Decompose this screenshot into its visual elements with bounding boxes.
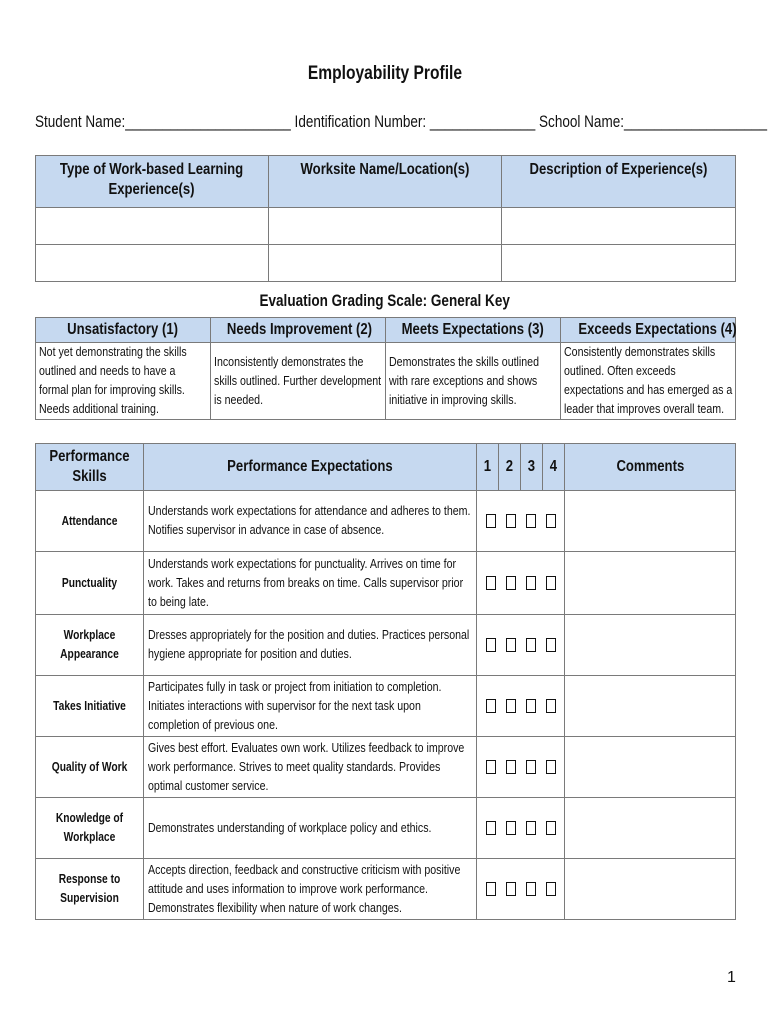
expectation-response-to-supervision: Accepts direction, feedback and constructive criticism with positive attitude and uses information to improve work performance. Demonstrates flexibility when nature of work changes. — [144, 859, 477, 920]
table-row — [36, 859, 736, 920]
worksite-cell[interactable] — [269, 208, 502, 245]
header-worksite: Worksite Name/Location(s) — [269, 156, 502, 208]
rating-checkboxes — [477, 676, 565, 737]
rating-3-checkbox[interactable] — [526, 576, 536, 590]
header-rating-2: 2 — [499, 444, 521, 491]
rating-checkboxes — [477, 859, 565, 920]
rating-4-checkbox[interactable] — [546, 514, 556, 528]
page-number: 1 — [727, 969, 736, 986]
rating-checkboxes — [477, 552, 565, 615]
header-type-of-experience: Type of Work-based Learning Experience(s) — [36, 156, 269, 208]
scale-desc-meets-expectations: Demonstrates the skills outlined with rare exceptions and shows initiative in improving skills. — [386, 343, 561, 420]
expectation-punctuality: Understands work expectations for punctuality. Arrives on time for work. Takes and returns from breaks on time. Calls supervisor prior to being late. — [144, 552, 477, 615]
rating-2-checkbox[interactable] — [506, 514, 516, 528]
rating-1-checkbox[interactable] — [486, 638, 496, 652]
comments-cell[interactable] — [565, 552, 736, 615]
rating-checkboxes — [477, 615, 565, 676]
header-performance-skills: Performance Skills — [36, 444, 144, 491]
rating-4-checkbox[interactable] — [546, 821, 556, 835]
comments-cell[interactable] — [565, 737, 736, 798]
rating-1-checkbox[interactable] — [486, 576, 496, 590]
description-cell[interactable] — [502, 245, 736, 282]
rating-1-checkbox[interactable] — [486, 821, 496, 835]
comments-cell[interactable] — [565, 859, 736, 920]
expectation-takes-initiative: Participates fully in task or project from initiation to completion. Initiates interactions with supervisor for the next task upon completion of previous one. — [144, 676, 477, 737]
rating-4-checkbox[interactable] — [546, 638, 556, 652]
comments-cell[interactable] — [565, 676, 736, 737]
comments-cell[interactable] — [565, 798, 736, 859]
student-info-line: Student Name:______________________ Identification Number: ______________ School Name:___________________ — [35, 113, 767, 131]
rating-4-checkbox[interactable] — [546, 699, 556, 713]
comments-cell[interactable] — [565, 615, 736, 676]
scale-desc-exceeds-expectations: Consistently demonstrates skills outlined. Often exceeds expectations and has emerged as a leader that improves overall team. — [561, 343, 736, 420]
rating-3-checkbox[interactable] — [526, 760, 536, 774]
table-row — [36, 737, 736, 798]
expectation-knowledge-of-workplace: Demonstrates understanding of workplace policy and ethics. — [144, 798, 477, 859]
rating-1-checkbox[interactable] — [486, 882, 496, 896]
table-row — [36, 208, 736, 245]
work-experience-table — [35, 155, 736, 282]
header-rating-1: 1 — [477, 444, 499, 491]
rating-4-checkbox[interactable] — [546, 760, 556, 774]
rating-3-checkbox[interactable] — [526, 699, 536, 713]
page-title: Employability Profile — [307, 63, 463, 84]
experience-type-cell[interactable] — [36, 245, 269, 282]
rating-2-checkbox[interactable] — [506, 882, 516, 896]
table-row — [36, 491, 736, 552]
rating-2-checkbox[interactable] — [506, 699, 516, 713]
skill-workplace-appearance: Workplace Appearance — [36, 615, 144, 676]
scale-header-unsatisfactory: Unsatisfactory (1) — [36, 318, 211, 343]
expectation-attendance: Understands work expectations for attendance and adheres to them. Notifies supervisor in advance in case of absence. — [144, 491, 477, 552]
header-comments: Comments — [565, 444, 736, 491]
worksite-cell[interactable] — [269, 245, 502, 282]
description-cell[interactable] — [502, 208, 736, 245]
experience-type-cell[interactable] — [36, 208, 269, 245]
rating-3-checkbox[interactable] — [526, 638, 536, 652]
skill-takes-initiative: Takes Initiative — [36, 676, 144, 737]
scale-desc-unsatisfactory: Not yet demonstrating the skills outlined and needs to have a formal plan for improving skills. Needs additional training. — [36, 343, 211, 420]
rating-3-checkbox[interactable] — [526, 514, 536, 528]
rating-2-checkbox[interactable] — [506, 576, 516, 590]
table-row — [36, 245, 736, 282]
rating-2-checkbox[interactable] — [506, 760, 516, 774]
rating-checkboxes — [477, 737, 565, 798]
rating-checkboxes — [477, 798, 565, 859]
rating-3-checkbox[interactable] — [526, 821, 536, 835]
skill-punctuality: Punctuality — [36, 552, 144, 615]
rating-3-checkbox[interactable] — [526, 882, 536, 896]
header-rating-4: 4 — [543, 444, 565, 491]
scale-header-needs-improvement: Needs Improvement (2) — [211, 318, 386, 343]
expectation-quality-of-work: Gives best effort. Evaluates own work. Utilizes feedback to improve work performance. Strives to meet quality standards. Provides optimal customer service. — [144, 737, 477, 798]
header-performance-expectations: Performance Expectations — [144, 444, 477, 491]
header-description: Description of Experience(s) — [502, 156, 736, 208]
skill-quality-of-work: Quality of Work — [36, 737, 144, 798]
rating-2-checkbox[interactable] — [506, 638, 516, 652]
scale-desc-needs-improvement: Inconsistently demonstrates the skills outlined. Further development is needed. — [211, 343, 386, 420]
performance-table — [35, 443, 736, 920]
rating-checkboxes — [477, 491, 565, 552]
table-row — [36, 798, 736, 859]
skill-attendance: Attendance — [36, 491, 144, 552]
grading-scale-table — [35, 317, 736, 420]
rating-1-checkbox[interactable] — [486, 760, 496, 774]
rating-1-checkbox[interactable] — [486, 514, 496, 528]
rating-1-checkbox[interactable] — [486, 699, 496, 713]
skill-response-to-supervision: Response to Supervision — [36, 859, 144, 920]
table-row — [36, 615, 736, 676]
table-row — [36, 552, 736, 615]
rating-2-checkbox[interactable] — [506, 821, 516, 835]
rating-4-checkbox[interactable] — [546, 576, 556, 590]
header-rating-3: 3 — [521, 444, 543, 491]
scale-header-exceeds-expectations: Exceeds Expectations (4) — [561, 318, 736, 343]
comments-cell[interactable] — [565, 491, 736, 552]
table-row — [36, 676, 736, 737]
expectation-workplace-appearance: Dresses appropriately for the position and duties. Practices personal hygiene appropriate for position and duties. — [144, 615, 477, 676]
skill-knowledge-of-workplace: Knowledge of Workplace — [36, 798, 144, 859]
rating-4-checkbox[interactable] — [546, 882, 556, 896]
scale-header-meets-expectations: Meets Expectations (3) — [386, 318, 561, 343]
grading-scale-title: Evaluation Grading Scale: General Key — [259, 292, 511, 310]
